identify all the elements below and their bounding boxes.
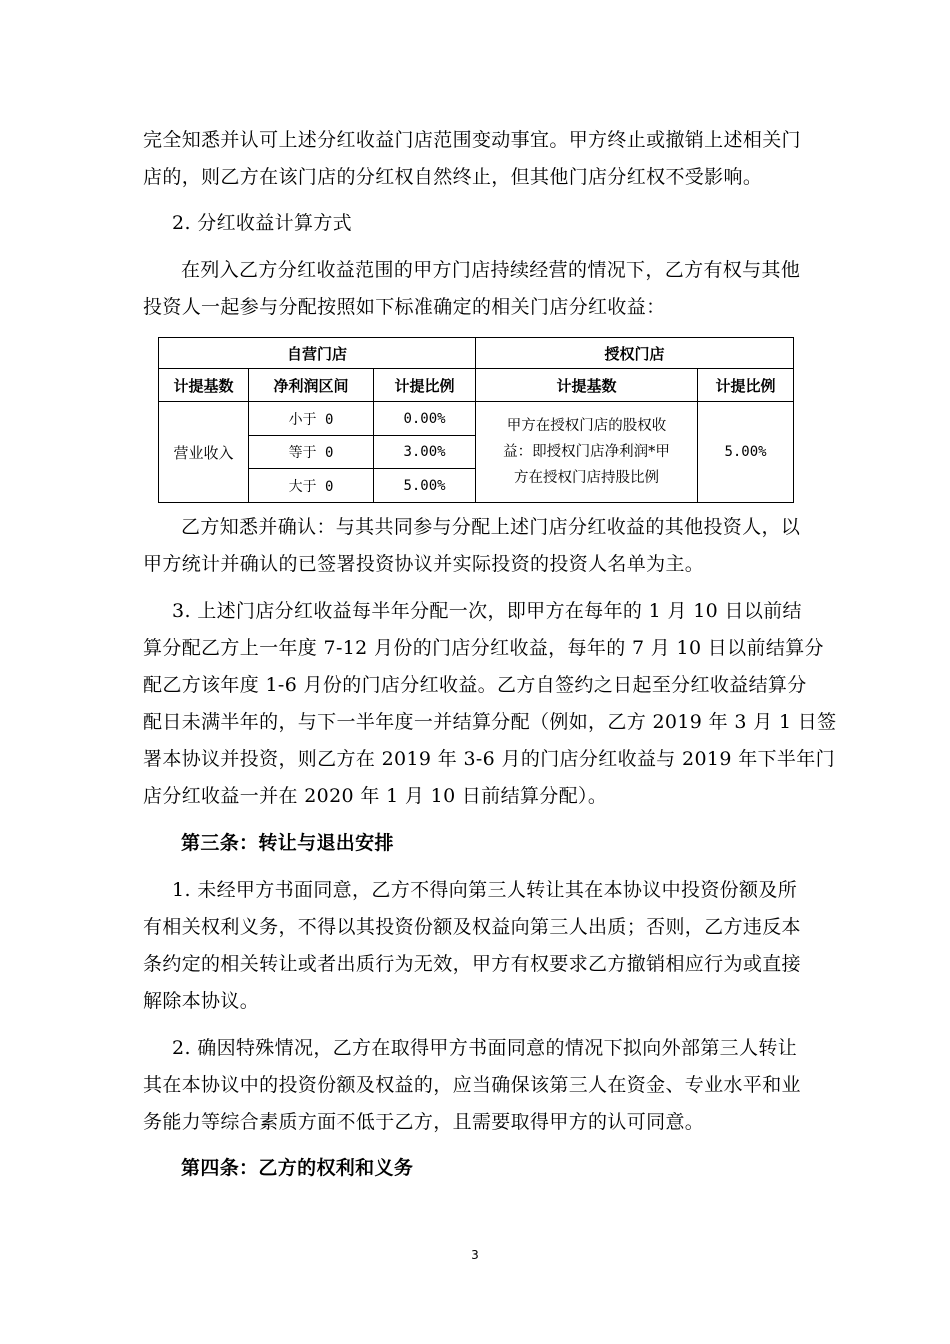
ratio-cell: 3.00%: [374, 436, 476, 469]
auth-ratio-cell: 5.00%: [698, 402, 794, 503]
paragraph-line: 完全知悉并认可上述分红收益门店范围变动事宜。甲方终止或撤销上述相关门: [143, 129, 801, 151]
auth-base-cell: [476, 402, 698, 503]
paragraph-line: 投资人一起参与分配按照如下标准确定的相关门店分红收益：: [143, 296, 666, 318]
page-number: 3: [471, 1248, 479, 1262]
ratio-cell: 0.00%: [374, 402, 476, 436]
self-store-header: 自营门店: [159, 338, 476, 369]
auth-store-header: 授权门店: [476, 338, 794, 369]
col-auth-ratio-header: 计提比例: [698, 369, 794, 402]
paragraph-line: 解除本协议。: [143, 990, 260, 1012]
auth-base-line: 甲方在授权门店的股权收: [506, 418, 667, 434]
dividend-table: [158, 337, 794, 503]
col-profit-range-header: 净利润区间: [249, 369, 374, 402]
paragraph-line: 2. 确因特殊情况，乙方在取得甲方书面同意的情况下拟向外部第三人转让: [172, 1037, 798, 1059]
paragraph-line: 有相关权利义务，不得以其投资份额及权益向第三人出质；否则，乙方违反本: [143, 916, 801, 938]
range-cell: 小于 0: [249, 402, 374, 436]
paragraph-line: 署本协议并投资，则乙方在 2019 年 3-6 月的门店分红收益与 2019 年下半年门: [143, 748, 835, 770]
section-heading: 第四条：乙方的权利和义务: [181, 1157, 414, 1179]
paragraph-line: 1. 未经甲方书面同意，乙方不得向第三人转让其在本协议中投资份额及所: [172, 879, 798, 901]
range-cell: 大于 0: [249, 469, 374, 503]
col-ratio-header: 计提比例: [374, 369, 476, 402]
table-row: [159, 402, 794, 436]
col-base-header: 计提基数: [159, 369, 249, 402]
paragraph-line: 条约定的相关转让或者出质行为无效，甲方有权要求乙方撤销相应行为或直接: [143, 953, 801, 975]
paragraph-line: 配乙方该年度 1-6 月份的门店分红收益。乙方自签约之日起至分红收益结算分: [143, 674, 807, 696]
auth-base-line: 方在授权门店持股比例: [514, 470, 660, 486]
base-value-cell: 营业收入: [159, 402, 249, 503]
item-heading: 2. 分红收益计算方式: [172, 212, 353, 234]
auth-base-line: 益：即授权门店净利润*甲: [503, 444, 670, 460]
section-heading: 第三条：转让与退出安排: [181, 832, 394, 854]
paragraph-line: 其在本协议中的投资份额及权益的，应当确保该第三人在资金、专业水平和业: [143, 1074, 801, 1096]
paragraph-line: 3. 上述门店分红收益每半年分配一次，即甲方在每年的 1 月 10 日以前结: [172, 600, 802, 622]
paragraph-line: 配日未满半年的，与下一半年度一并结算分配（例如，乙方 2019 年 3 月 1 日签: [143, 711, 837, 733]
ratio-cell: 5.00%: [374, 469, 476, 503]
paragraph-line: 乙方知悉并确认：与其共同参与分配上述门店分红收益的其他投资人，以: [181, 516, 801, 538]
paragraph-line: 算分配乙方上一年度 7-12 月份的门店分红收益，每年的 7 月 10 日以前结算分: [143, 637, 824, 659]
paragraph-line: 务能力等综合素质方面不低于乙方，且需要取得甲方的认可同意。: [143, 1111, 705, 1133]
paragraph-line: 店的，则乙方在该门店的分红权自然终止，但其他门店分红权不受影响。: [143, 166, 763, 188]
paragraph-line: 甲方统计并确认的已签署投资协议并实际投资的投资人名单为主。: [143, 553, 705, 575]
paragraph-line: 店分红收益一并在 2020 年 1 月 10 日前结算分配）。: [143, 785, 608, 807]
paragraph-line: 在列入乙方分红收益范围的甲方门店持续经营的情况下，乙方有权与其他: [181, 259, 801, 281]
range-cell: 等于 0: [249, 436, 374, 469]
col-auth-base-header: 计提基数: [476, 369, 698, 402]
